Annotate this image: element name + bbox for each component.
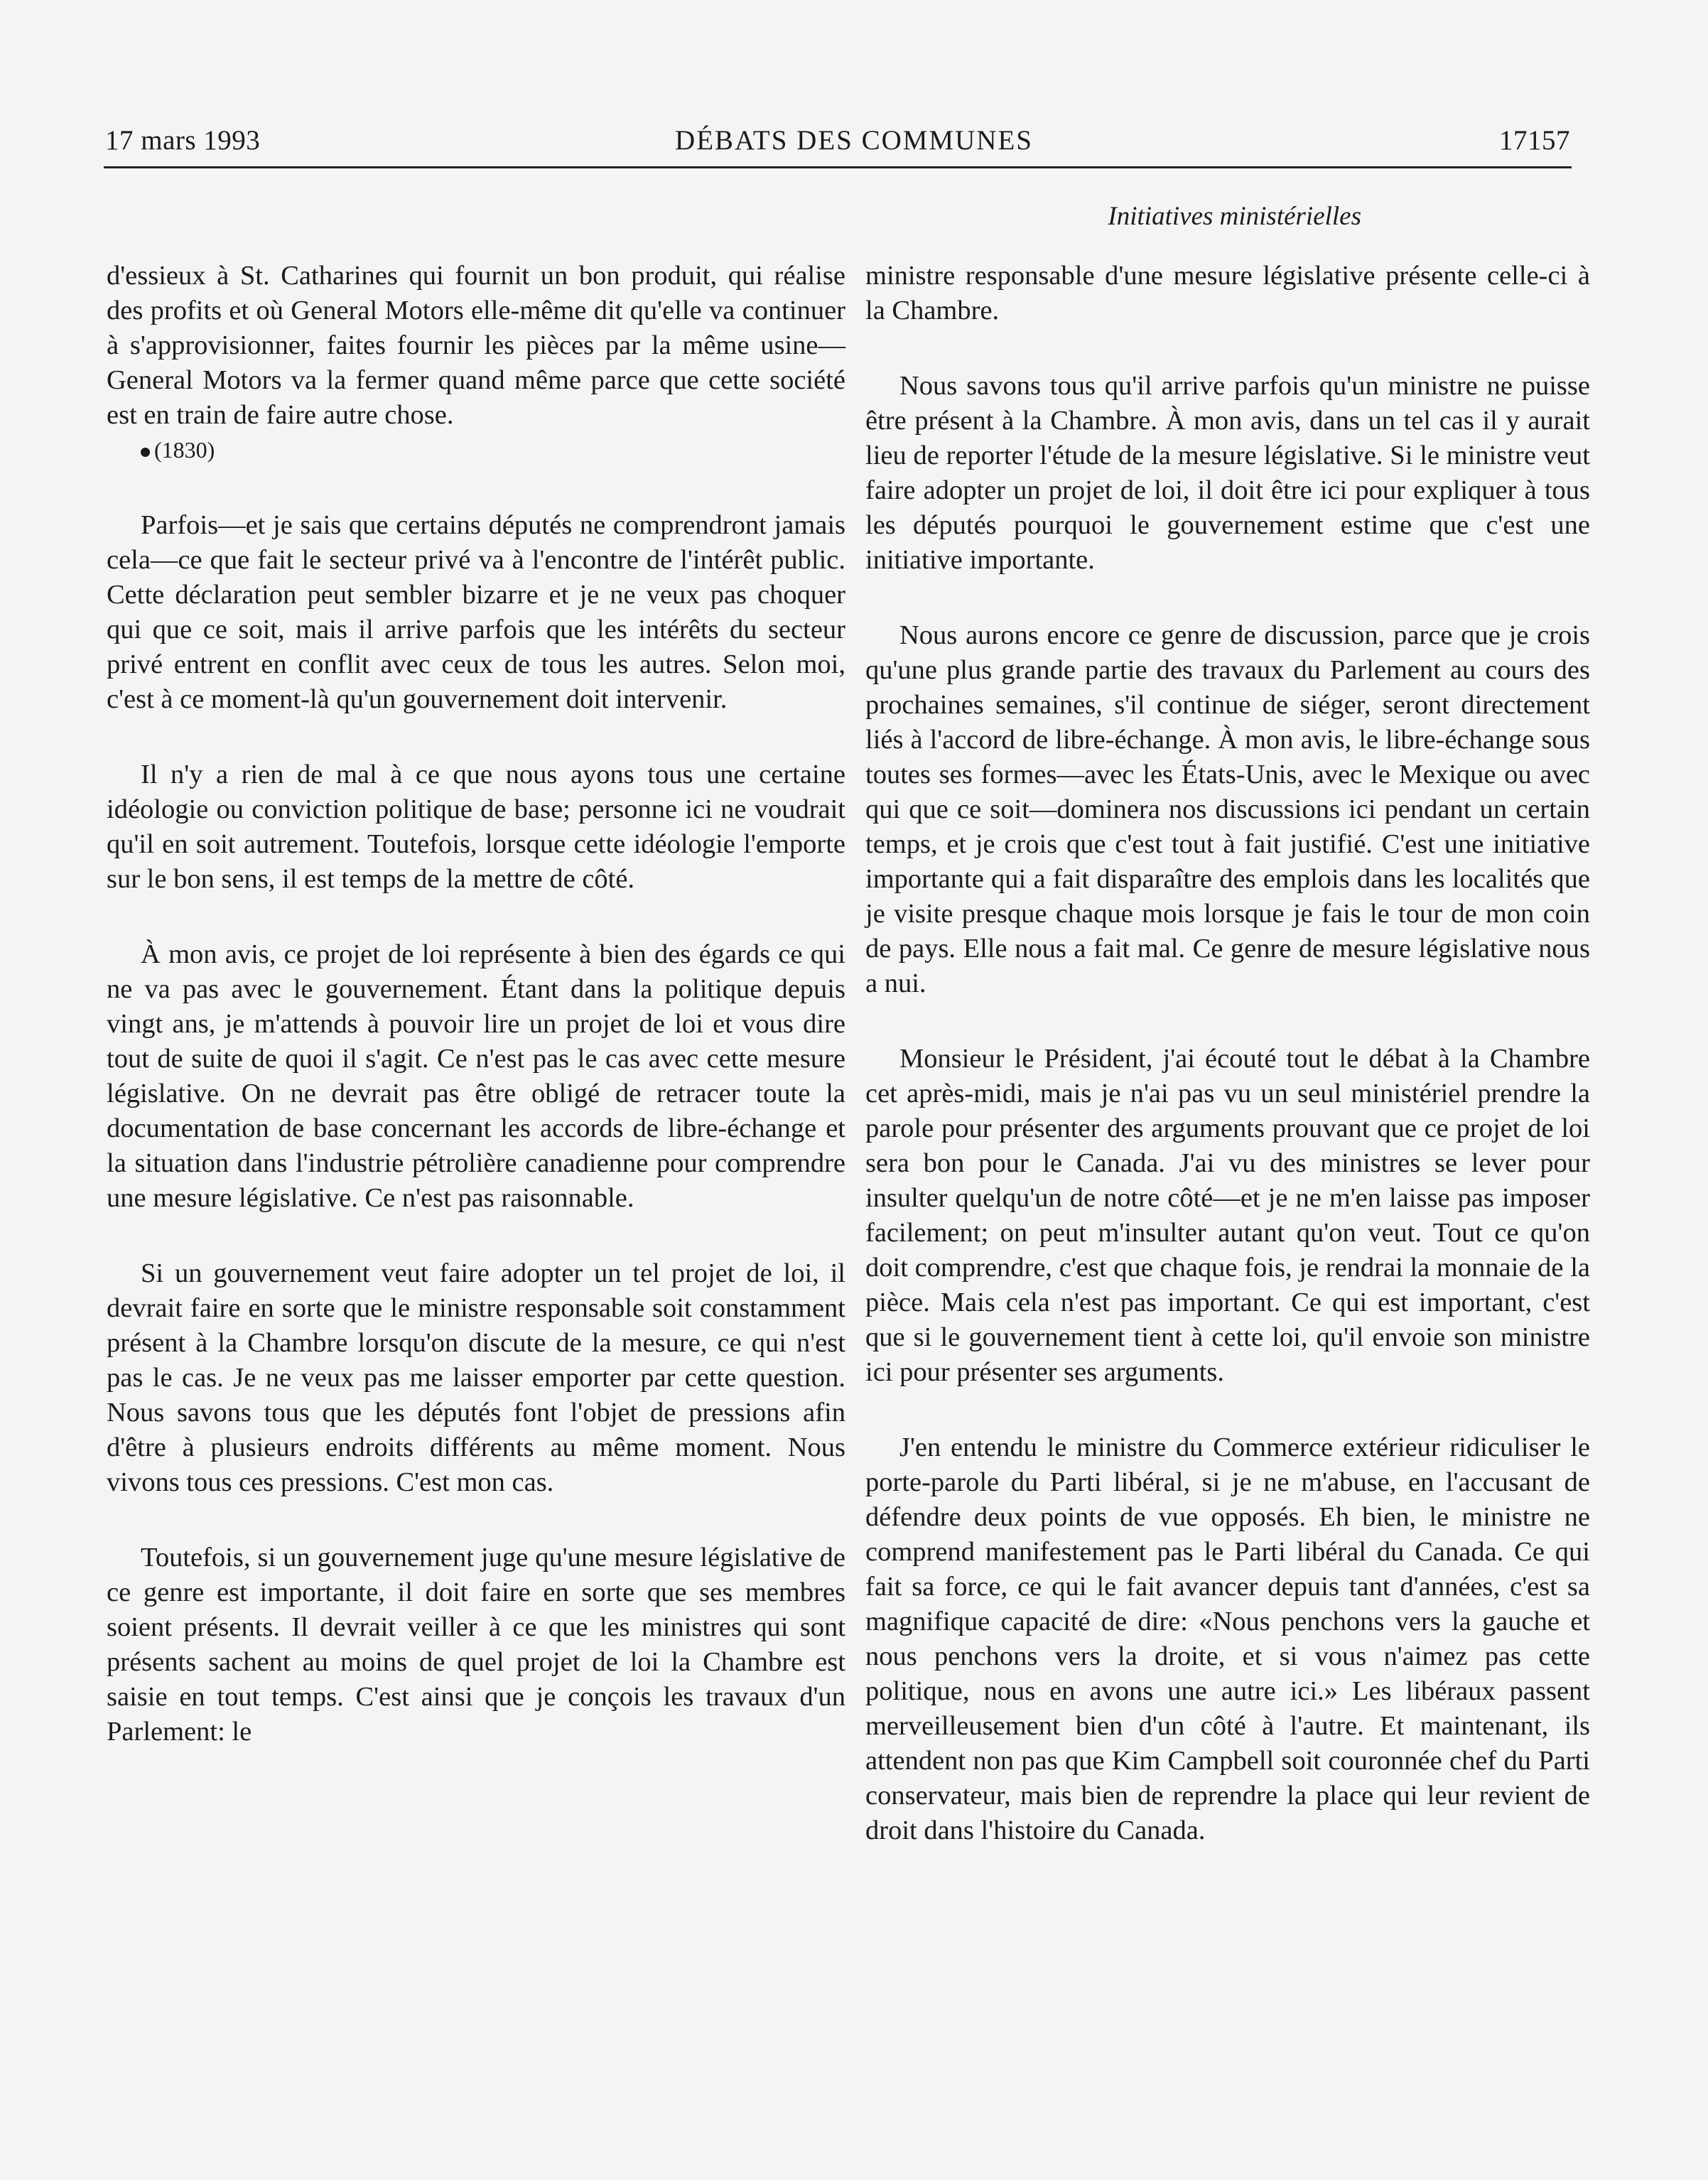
left-column: [107, 259, 845, 1749]
paragraph: Il n'y a rien de mal à ce que nous ayons tous une certaine idéologie ou conviction politique de base; personne ici ne voudrait qu'il en soit autrement. Toutefois, lorsque cette idéologie l'emporte sur le bon sens, il est temps de la mettre de côté.: [107, 760, 845, 894]
paragraph: Parfois—et je sais que certains députés ne comprendront jamais cela—ce que fait le secteur privé va à l'encontre de l'intérêt public. Cette déclaration peut sembler bizarre et je ne veux pas choquer qui que ce soit, mais il arrive parfois que les intérêts du secteur privé entrent en conflit avec ceux de tous les autres. Selon moi, c'est à ce moment-là qu'un gouvernement doit intervenir.: [107, 510, 845, 714]
bullet-icon: [141, 448, 150, 457]
paragraph: ministre responsable d'une mesure législative présente celle-ci à la Chambre.: [865, 261, 1590, 325]
paragraph: d'essieux à St. Catharines qui fournit un bon produit, qui réalise des profits et où General Motors elle-même dit qu'elle va continuer à s'approvisionner, faites fournir les pièces par la même usine—General Motors va la fermer quand même parce que cette société est en train de faire autre chose.: [107, 261, 845, 430]
right-column: [865, 259, 1590, 1848]
timestamp-text: (1830): [154, 437, 215, 463]
timestamp: [107, 433, 845, 468]
paragraph: J'en entendu le ministre du Commerce extérieur ridiculiser le porte-parole du Parti libéral, si je ne m'abuse, en l'accusant de défendre deux points de vue opposés. Eh bien, le ministre ne comprend manifestement pas le Parti libéral du Canada. Ce qui fait sa force, ce qui le fait avancer depuis tant d'années, c'est sa magnifique capacité de dire: «Nous penchons vers la gauche et nous penchons vers la droite, et si vous n'aimez pas cette politique, nous en avons une autre ici.» Les libéraux passent merveilleusement bien d'un côté à l'autre. Et maintenant, ils attendent non pas que Kim Campbell soit couronnée chef du Parti conservateur, mais bien de reprendre la place qui leur revient de droit dans l'histoire du Canada.: [865, 1432, 1590, 1845]
page-date: 17 mars 1993: [105, 125, 261, 156]
paragraph: Si un gouvernement veut faire adopter un tel projet de loi, il devrait faire en sorte que le ministre responsable soit constamment présent à la Chambre lorsqu'on discute de la mesure, ce qui n'est pas le cas. Je ne veux pas me laisser emporter par cette question. Nous savons tous que les députés font l'objet de pressions afin d'être à plusieurs endroits différents au même moment. Nous vivons tous ces pressions. C'est mon cas.: [107, 1258, 845, 1497]
paragraph: Nous aurons encore ce genre de discussion, parce que je crois qu'une plus grande partie des travaux du Parlement au cours des prochaines semaines, s'il continue de siéger, seront directement liés à l'accord de libre-échange. À mon avis, le libre-échange sous toutes ses formes—avec les États-Unis, avec le Mexique ou avec qui que ce soit—dominera nos discussions ici pendant un certain temps, et je crois que c'est tout à fait justifié. C'est une initiative importante qui a fait disparaître des emplois dans les localités que je visite presque chaque mois lorsque je fais le tour de mon coin de pays. Elle nous a fait mal. Ce genre de mesure législative nous a nui.: [865, 620, 1590, 998]
page-number: 17157: [1499, 125, 1570, 156]
publication-title: DÉBATS DES COMMUNES: [675, 125, 1033, 156]
paragraph: À mon avis, ce projet de loi représente à bien des égards ce qui ne va pas avec le gouvernement. Étant dans la politique depuis vingt ans, je m'attends à pouvoir lire un projet de loi et vous dire tout de suite de quoi il s'agit. Ce n'est pas le cas avec cette mesure législative. On ne devrait pas être obligé de retracer toute la documentation de base concernant les accords de libre-échange et la situation dans l'industrie pétrolière canadienne pour comprendre une mesure législative. Ce n'est pas raisonnable.: [107, 939, 845, 1213]
paragraph: Nous savons tous qu'il arrive parfois qu'un ministre ne puisse être présent à la Chambre. À mon avis, dans un tel cas il y aurait lieu de reporter l'étude de la mesure législative. Si le ministre veut faire adopter un projet de loi, il doit être ici pour expliquer à tous les députés pourquoi le gouvernement estime que c'est une initiative importante.: [865, 371, 1590, 575]
section-title: Initiatives ministérielles: [1108, 202, 1361, 231]
header-rule: [104, 166, 1572, 168]
paragraph: Monsieur le Président, j'ai écouté tout le débat à la Chambre cet après-midi, mais je n'ai pas vu un seul ministériel prendre la parole pour présenter des arguments prouvant que ce projet de loi sera bon pour le Canada. J'ai vu des ministres se lever pour insulter quelqu'un de notre côté—et je ne m'en laisse pas imposer facilement; on peut m'insulter autant qu'on veut. Tout ce qu'on doit comprendre, c'est que chaque fois, je rendrai la monnaie de la pièce. Mais cela n'est pas important. Ce qui est important, c'est que si le gouvernement tient à cette loi, qu'il envoie son ministre ici pour présenter ses arguments.: [865, 1044, 1590, 1387]
paragraph: Toutefois, si un gouvernement juge qu'une mesure législative de ce genre est importante, il doit faire en sorte que ses membres soient présents. Il devrait veiller à ce que les ministres qui sont présents sachent au moins de quel projet de loi la Chambre est saisie en tout temps. C'est ainsi que je conçois les travaux d'un Parlement: le: [107, 1543, 845, 1747]
